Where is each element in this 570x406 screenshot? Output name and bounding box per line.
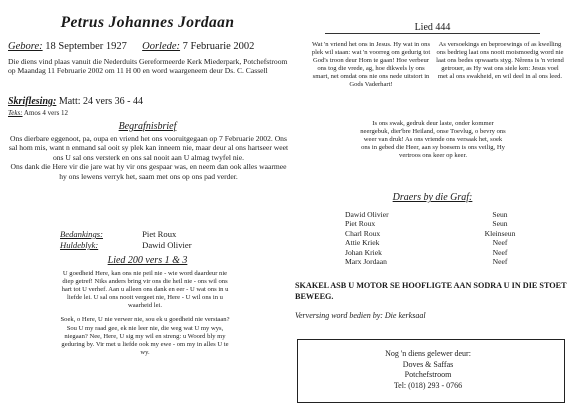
sermon-text bbox=[8, 109, 68, 117]
funeral-letter-paragraph: Ons dank die Here vir die jare wat hy vir ons gespaar was, en neem dan ook alles waarmee hy ons lewens verryk het, saam met ons op ons pad verder. bbox=[10, 162, 287, 181]
pallbearer-name: Marx Jordaan bbox=[345, 257, 387, 267]
funeral-letter-title: Begrafnisbrief bbox=[118, 121, 177, 132]
role-label: Bedankings: bbox=[60, 229, 103, 239]
pallbearer-row bbox=[345, 210, 535, 219]
role-row bbox=[60, 240, 192, 251]
scripture-reading bbox=[8, 96, 143, 107]
undertaker-details bbox=[295, 349, 561, 391]
pallbearer-relation: Seun bbox=[492, 210, 508, 219]
right-column bbox=[295, 0, 570, 406]
pallbearer-relation: Kleinseun bbox=[484, 228, 516, 238]
funeral-letter-paragraph: Ons dierbare eggenoot, pa, oupa en vriend het ons vooruitgegaan op 7 Februarie 2002. Ons sal hom mis, want n enmand sal ooit sy plek kan inneem nie, maar deur al ons hartseer weet ons U sal ons versterk en ons sal nooit aan U almag twyfel nie. bbox=[8, 134, 289, 162]
pallbearer-relation: Neef bbox=[492, 257, 508, 267]
scripture-value: Matt: 24 vers 36 - 44 bbox=[58, 96, 143, 107]
life-dates bbox=[8, 41, 254, 52]
pallbearer-name: Johan Kriek bbox=[345, 247, 382, 257]
born-date: 18 September 1927 bbox=[45, 41, 127, 52]
born-label: Gebore: bbox=[8, 41, 43, 52]
pallbearer-row bbox=[345, 229, 535, 238]
died-date: 7 Februarie 2002 bbox=[182, 41, 255, 52]
role-row bbox=[60, 229, 192, 240]
undertaker-town: Potchefstroom bbox=[404, 370, 452, 380]
hymn-200-lyrics bbox=[60, 270, 230, 357]
died-label: Oorlede: bbox=[142, 41, 181, 52]
pallbearer-name: Dawid Olivier bbox=[345, 210, 389, 219]
pallbearer-relation: Neef bbox=[492, 247, 508, 257]
headlights-notice: SKAKEL ASB U MOTOR SE HOOFLIGTE AAN SODRA U IN DIE STOET BEWEEG. bbox=[295, 281, 567, 301]
hymn-verse: U goedheid Here, kan ons nie peil nie - wie word daardeur nie diep getref! Niks anders bring vir ons die heil nie - ons wil ons hart tot U verhef. Aan u alleen ons dank en eer - U wat ons in u liefde lei. U sal ons nooit vergeet nie, Here - U wil ons in u waarheid lei. bbox=[61, 270, 229, 310]
pallbearer-relation: Neef bbox=[492, 238, 508, 248]
scripture-label: Skriflesing: bbox=[8, 96, 57, 107]
hymn-444-verse-2: As versoekings en beproewings of as kwelling ons bedrieg laat ons nooit moismoedig word nie laat ons bedes opwaarts styg. Nêrens is 'n vriend getrouer, as Hy wat ons siele ken: Jesus voel met al ons swakheid, en wil deel in al ons leed. bbox=[436, 41, 564, 81]
pallbearer-row bbox=[345, 257, 535, 266]
text-value: Amos 4 vers 12 bbox=[23, 109, 69, 117]
deceased-name: Petrus Johannes Jordaan bbox=[60, 14, 235, 31]
text-label: Teks: bbox=[8, 109, 23, 117]
service-roles bbox=[60, 229, 192, 251]
pallbearer-row bbox=[345, 219, 535, 228]
service-details: Die diens vind plaas vanuit die Nederduits Gereformeerde Kerk Miederpark, Potchefstroom op Maandag 11 Februarie 2002 om 11 H 00 en word waargeneem deur Ds. C. Cassell bbox=[8, 57, 288, 75]
pallbearers-list bbox=[345, 210, 535, 266]
role-value: Dawid Olivier bbox=[142, 240, 192, 250]
undertaker-name: Doves & Saffas bbox=[402, 359, 454, 369]
role-label: Huldeblyk: bbox=[60, 240, 99, 250]
pallbearer-relation: Seun bbox=[492, 219, 508, 229]
pallbearer-name: Charl Roux bbox=[345, 228, 381, 238]
hymn-444-verse-3: Is ons swak, gedruk deur laste, onder kommer neergebuk, dier'bre Heiland, onse Toevlug, o bevry ons weer van druk! As ons vriende ons versaak het, soek ons in gebed die Heer, aan sy boesem is ons veilig, Hy vertroos ons keer op keer. bbox=[360, 120, 506, 160]
pallbearer-row bbox=[345, 248, 535, 257]
funeral-letter bbox=[6, 134, 291, 181]
hymn-444-verse-1: Wat 'n vriend het ons in Jesus. Hy wat in ons plek wil staan: wat 'n voorreg om gedurig tot God's troon deur Hom te gaan! Hoe verbeur ons tog die vrede, ag, hoe dikwels ly ons smart, net omdat ons nie ons nede uitstort in Gods Vaderhart! bbox=[311, 41, 431, 89]
role-value: Piet Roux bbox=[142, 229, 177, 239]
pallbearer-row bbox=[345, 238, 535, 247]
undertaker-phone: Tel: (018) 293 - 0766 bbox=[393, 380, 463, 390]
undertaker-line: Nog 'n diens gelewer deur: bbox=[385, 349, 471, 358]
refreshments-note: Verversing word bedien by: Die kerksaal bbox=[295, 311, 426, 320]
pallbearer-name: Attie Kriek bbox=[345, 238, 380, 248]
pallbearer-name: Piet Roux bbox=[345, 219, 376, 229]
pallbearers-title: Draers by die Graf: bbox=[392, 192, 473, 203]
hymn-444-title: Lied 444 bbox=[414, 22, 451, 33]
hymn-200-title: Lied 200 vers 1 & 3 bbox=[107, 255, 188, 266]
divider bbox=[325, 33, 540, 34]
hymn-verse: Soek, o Here, U nie verwer nie, sou ek u goedheid nie verstaan? Sou U my raad gee, ek nie leer nie, die weg wat U my wys, niegaan? Nee, Here, U sig my wil en streng: u Woord bly my geduring by. Vir met u liefde ook my ewe - om my in alles U te wy. bbox=[60, 316, 230, 356]
